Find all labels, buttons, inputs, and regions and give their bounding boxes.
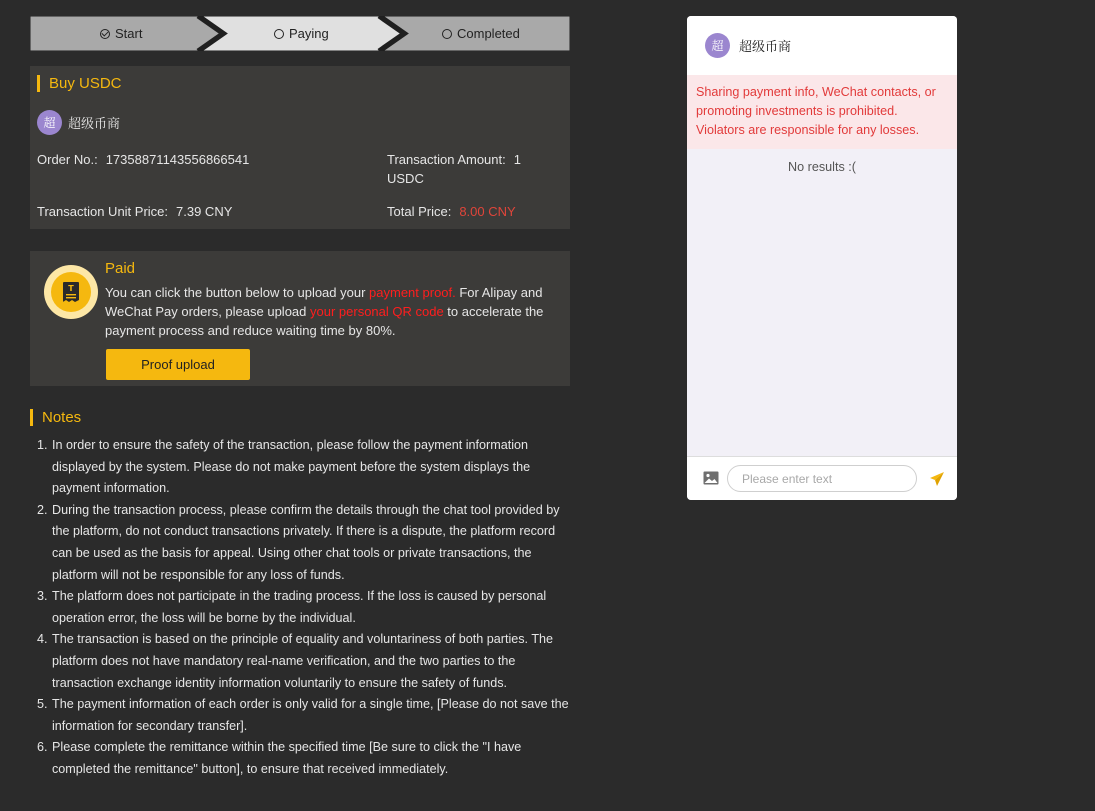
paid-card bbox=[30, 251, 570, 386]
proof-upload-button[interactable]: Proof upload bbox=[106, 349, 250, 380]
amount-value: 1 bbox=[513, 152, 521, 167]
note-text: Please complete the remittance within the specified time [Be sure to click the "I have completed the remittance" button], to ensure that received immediately. bbox=[52, 740, 522, 776]
chat-input-bar bbox=[687, 456, 957, 500]
image-icon[interactable] bbox=[703, 471, 719, 490]
note-text: In order to ensure the safety of the transaction, please follow the payment information displayed by the system. Please do not make payment before the system displays the payment information. bbox=[52, 438, 531, 496]
chat-warning: Sharing payment info, WeChat contacts, or promoting investments is prohibited. Violators are responsible for any losses. bbox=[687, 75, 957, 149]
title-accent-bar bbox=[37, 75, 40, 92]
list-item bbox=[37, 629, 577, 694]
unit-price-label: Transaction Unit Price: bbox=[37, 204, 169, 219]
list-item bbox=[37, 737, 577, 780]
receipt-icon bbox=[44, 265, 98, 319]
total-price-value: 8.00 CNY bbox=[459, 204, 516, 219]
merchant-name: 超级币商 bbox=[68, 116, 121, 131]
note-text: The payment information of each order is only valid for a single time, [Please do not save the information for secondary transfer]. bbox=[52, 697, 569, 733]
list-item bbox=[37, 586, 577, 629]
step-completed bbox=[442, 16, 520, 51]
note-text: The transaction is based on the principle of equality and voluntariness of both parties. The platform does not have mandatory real-name verification, and the two parties to the transaction exchange identity information voluntarily to ensure the safety of funds. bbox=[52, 632, 554, 690]
order-title-text: Buy USDC bbox=[49, 75, 122, 92]
svg-text:T: T bbox=[68, 284, 74, 293]
note-text: During the transaction process, please confirm the details through the chat tool provided by the platform, do not conduct transactions privately. If there is a dispute, the platform record can be used as the basis for appeal. Using other chat tools or private transactions, the platform will not be responsible for any loss of funds. bbox=[52, 502, 560, 582]
order-number-label: Order No.: bbox=[37, 152, 98, 167]
unit-price-value: 7.39 CNY bbox=[176, 204, 233, 219]
notes-list bbox=[37, 435, 577, 781]
chat-merchant-name: 超级币商 bbox=[739, 39, 792, 54]
paid-instructions bbox=[105, 283, 567, 340]
paid-title: Paid bbox=[105, 260, 136, 277]
circle-icon bbox=[442, 29, 452, 39]
note-number: 1. bbox=[37, 438, 48, 452]
step-start-label: Start bbox=[115, 26, 143, 41]
note-number: 3. bbox=[37, 589, 48, 604]
step-paying-label: Paying bbox=[289, 26, 329, 41]
qr-code-highlight: your personal QR code bbox=[310, 304, 444, 319]
note-number: 5. bbox=[37, 697, 48, 712]
chat-panel bbox=[687, 16, 957, 500]
note-text: The platform does not participate in the trading process. If the loss is caused by personal operation error, the loss will be borne by the individual. bbox=[52, 589, 547, 625]
total-price bbox=[387, 202, 516, 221]
step-start bbox=[100, 16, 142, 51]
transaction-amount bbox=[387, 150, 557, 188]
amount-unit: USDC bbox=[387, 171, 424, 186]
unit-price bbox=[37, 202, 232, 221]
order-number-value: 17358871143556866541 bbox=[105, 152, 250, 167]
notes-title-text: Notes bbox=[42, 409, 82, 426]
chat-empty-state: No results :( bbox=[788, 160, 856, 174]
step-completed-label: Completed bbox=[457, 26, 520, 41]
total-price-label: Total Price: bbox=[387, 204, 452, 219]
paid-text-1: You can click the button below to upload your bbox=[105, 285, 370, 300]
note-number: 6. bbox=[37, 740, 48, 755]
list-item bbox=[37, 435, 577, 500]
chat-header bbox=[687, 16, 957, 75]
amount-label: Transaction Amount: bbox=[387, 152, 506, 167]
order-number bbox=[37, 150, 249, 169]
paid-text-2: For Alipay and WeChat Pay orders, please upload bbox=[105, 285, 543, 319]
check-circle-icon bbox=[100, 29, 110, 39]
circle-icon bbox=[274, 29, 284, 39]
merchant-info[interactable] bbox=[37, 110, 120, 135]
list-item bbox=[37, 694, 577, 737]
step-paying bbox=[274, 16, 329, 51]
send-icon[interactable] bbox=[929, 471, 945, 492]
chat-message-input[interactable] bbox=[727, 465, 917, 492]
avatar: 超 bbox=[37, 110, 62, 135]
note-number: 4. bbox=[37, 632, 48, 647]
progress-stepper bbox=[30, 16, 570, 51]
title-accent-bar bbox=[30, 409, 33, 426]
notes-title bbox=[30, 409, 81, 426]
avatar: 超 bbox=[705, 33, 730, 58]
list-item bbox=[37, 500, 577, 586]
paid-text-3: to accelerate the payment process and reduce waiting time by 80%. bbox=[105, 304, 544, 338]
payment-proof-highlight: payment proof. bbox=[369, 285, 456, 300]
order-title bbox=[37, 75, 122, 92]
note-number: 2. bbox=[37, 502, 48, 517]
order-card bbox=[30, 66, 570, 229]
